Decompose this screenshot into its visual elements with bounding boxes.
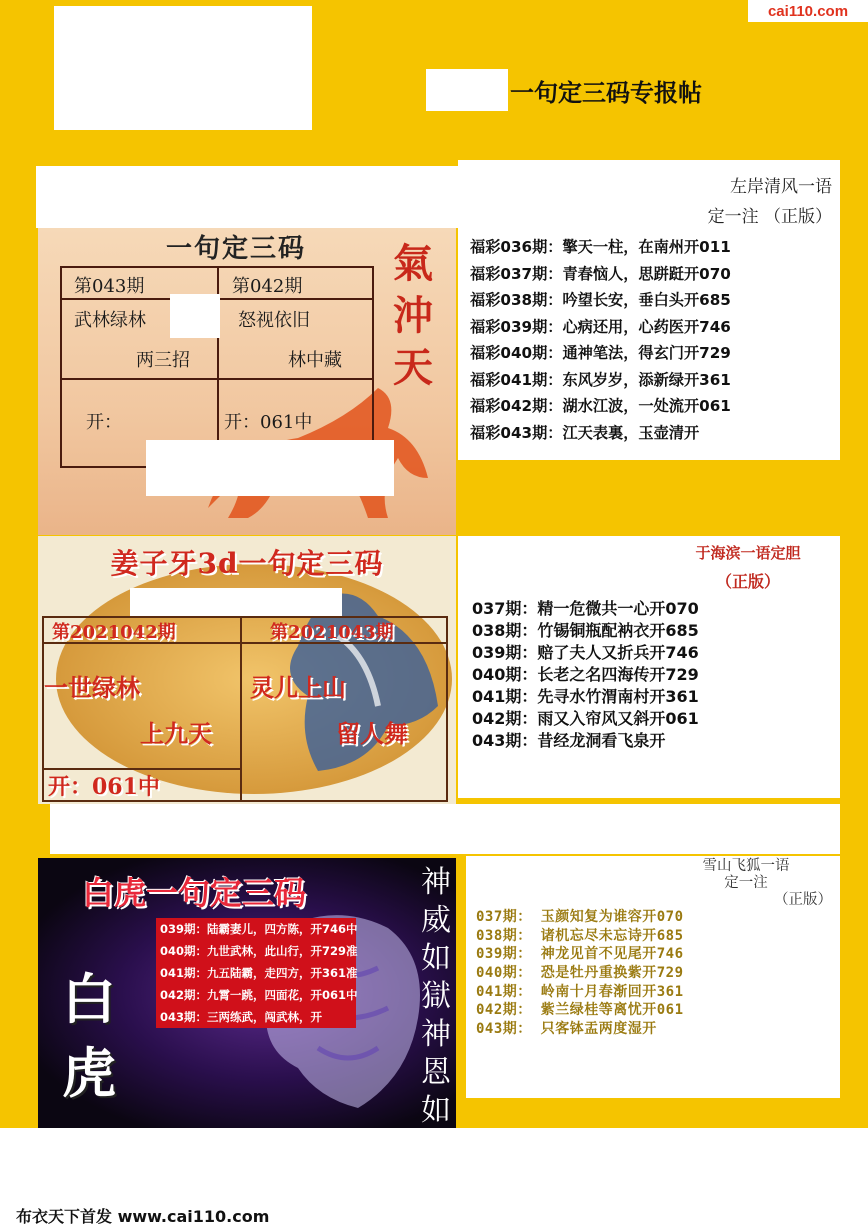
side-char: 神 [421, 865, 451, 900]
big-char: 虎 [62, 1041, 116, 1105]
panel-one-card [38, 228, 456, 535]
list-item: 043期：昔经龙洞看飞泉开 [472, 731, 666, 750]
riddle-right-a: 灵儿上山 [250, 673, 346, 702]
list-three-heading [654, 858, 838, 908]
cell-riddle-b: 两三招 [136, 350, 190, 371]
list-item: 042期： 紫兰绿桂等离忧开061 [476, 1002, 684, 1019]
list-three-heading-line1: 雪山飞狐一语 [702, 858, 790, 874]
list-two-items [472, 596, 838, 750]
list-item: 041期：先寻水竹渭南村开361 [472, 687, 699, 706]
panel-one-title: 一句定三码 [165, 234, 306, 264]
page-title: 一句定三码专报帖 [510, 78, 702, 107]
mask-bar-middle [50, 804, 840, 854]
list-item: 041期： 岭南十月春渐回开361 [476, 983, 684, 1000]
list-item: 福彩038期：吟望长安，垂白头开685 [470, 291, 731, 309]
cell-open: 开： [86, 412, 122, 433]
cell-period-043: 第043期 [74, 276, 145, 297]
cell-riddle-b-right: 林中藏 [288, 350, 342, 371]
deco-char: 氣 [393, 240, 433, 287]
riddle-left-b: 上九天 [140, 719, 212, 748]
list-two-card [458, 536, 840, 798]
list-three-heading-line2: 定一注 [724, 875, 768, 891]
period-left: 第2021042期 [52, 622, 176, 643]
period-right: 第2021043期 [270, 622, 394, 643]
panel-two-open: 开：061中 [48, 774, 160, 800]
list-one-heading-line2: 定一注 （正版） [707, 207, 832, 227]
list-item: 042期：九霄一跳，四面花，开061中 [156, 984, 356, 1006]
brand-link[interactable]: cai110.com [767, 2, 849, 20]
side-char: 如 [421, 1093, 451, 1128]
cell-riddle-a-right: 怒视依旧 [238, 310, 310, 331]
list-item: 040期：长老之名四海传开729 [472, 665, 699, 684]
side-char: 獄 [421, 979, 451, 1014]
cell-open-right: 开：061中 [224, 412, 313, 433]
panel-three-card [38, 858, 456, 1128]
list-three-items [476, 906, 840, 1037]
list-item: 043期：三两练武，闯武林，开 [156, 1006, 356, 1028]
list-three-card [466, 856, 840, 1098]
list-one-heading-line1: 左岸清风一语 [730, 177, 832, 197]
list-item: 福彩037期：青春恼人，思跰跹开070 [470, 264, 731, 283]
header-mask [426, 69, 508, 111]
panel-one-mask [170, 294, 220, 338]
list-item: 040期：九世武林，此山行，开729准 [156, 940, 356, 962]
brand-tag[interactable] [748, 0, 868, 22]
riddle-left-a: 一世绿林 [44, 673, 140, 702]
side-char: 神 [421, 1017, 451, 1052]
list-item: 福彩042期：湖水江波，一处流开061 [470, 397, 731, 415]
list-one-card [458, 160, 840, 460]
logo-placeholder [54, 6, 312, 130]
list-one-heading [658, 172, 838, 234]
list-item: 福彩039期：心病还用，心药医开746 [470, 317, 731, 336]
list-item: 福彩036期：擎天一柱，在南州开011 [470, 238, 731, 256]
panel-two-grid [42, 616, 448, 802]
list-item: 福彩040期：通神笔法，得玄门开729 [470, 344, 731, 362]
list-item: 037期： 玉颜知复为谁容开070 [476, 909, 684, 925]
list-item: 038期： 诸机忘尽未忘诗开685 [476, 927, 684, 944]
list-two-heading-line1: 于海滨一语定胆 [695, 544, 801, 562]
list-item: 福彩043期：江天表裏，玉壶清开 [470, 423, 700, 442]
list-item: 038期：竹锡铜瓶配衲衣开685 [472, 621, 699, 640]
list-two-heading-line2: （正版） [715, 572, 780, 591]
list-item: 039期：陆霸妻儿，四方陈，开746中 [156, 918, 356, 940]
side-char: 如 [421, 941, 451, 976]
panel-two-mask [130, 588, 342, 616]
list-one-items [470, 236, 838, 448]
panel-two-card [38, 536, 456, 804]
list-item: 037期：精一危微共一心开070 [472, 599, 699, 618]
cell-riddle-a: 武林绿林 [74, 310, 146, 331]
list-three-heading-line3: （正版） [774, 892, 832, 908]
side-char: 恩 [421, 1055, 451, 1090]
list-item: 039期： 神龙见首不见尾开746 [476, 946, 684, 963]
list-item: 福彩041期：东风岁岁，添新绿开361 [470, 370, 731, 389]
deco-char: 沖 [393, 292, 433, 339]
side-char: 威 [421, 903, 451, 938]
list-two-heading [658, 542, 838, 594]
list-item: 041期：九五陆霸，走四方，开361准 [156, 962, 356, 984]
footer-text: 布衣天下首发 www.cai110.com [16, 1207, 270, 1226]
panel-three-list [156, 918, 356, 1028]
panel-three-title: 白虎一句定三码 [82, 874, 307, 912]
panel-one-mask-bottom [146, 440, 394, 496]
list-item: 040期： 恐是牡丹重换紫开729 [476, 965, 684, 982]
deco-char: 天 [393, 344, 433, 391]
list-item: 039期：赔了夫人又折兵开746 [472, 643, 699, 662]
panel-three-big-chars [62, 962, 142, 1122]
cell-period-042: 第042期 [232, 276, 303, 297]
list-item: 043期： 只客钵盂两度湿开 [476, 1021, 657, 1038]
panel-three-side-text [416, 864, 456, 1128]
list-item: 042期：雨又入帘风又斜开061 [472, 709, 699, 728]
page-header [426, 68, 756, 112]
panel-two-title: 姜子牙3d一句定三码 [110, 547, 384, 580]
riddle-right-b: 留人舞 [336, 719, 408, 748]
big-char: 白 [62, 967, 116, 1031]
